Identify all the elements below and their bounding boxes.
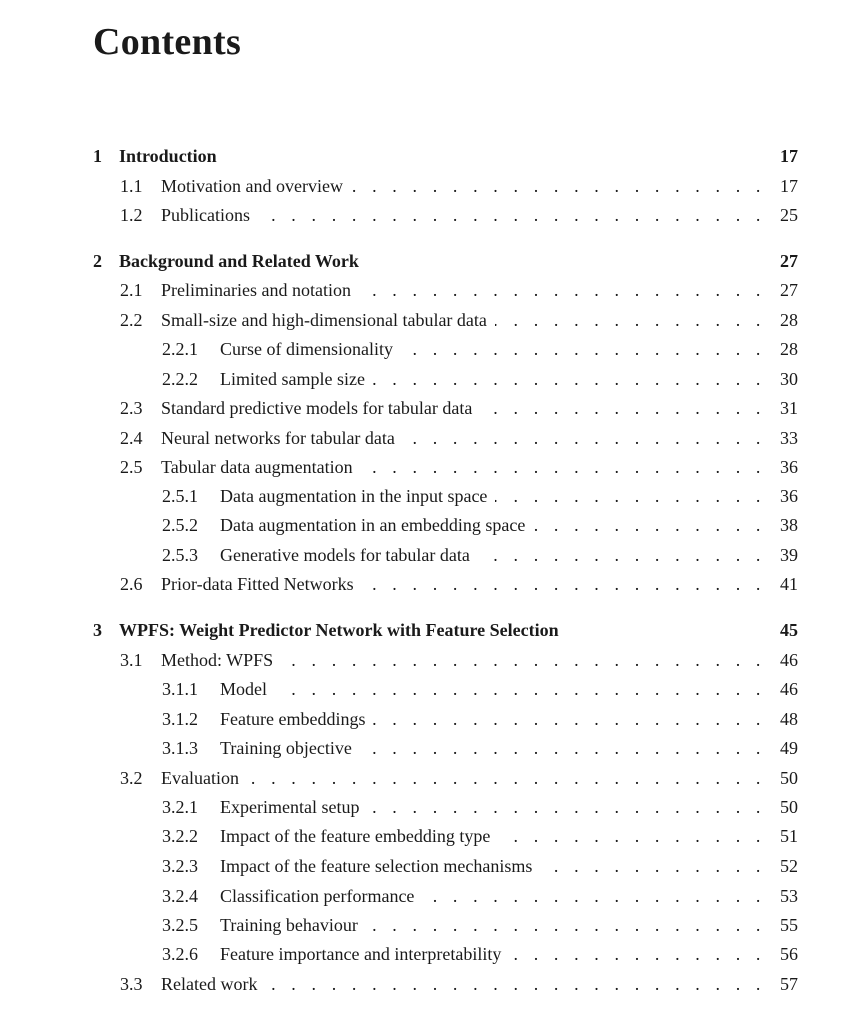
dot-leader	[509, 941, 766, 967]
toc-subsection-entry[interactable]	[162, 336, 798, 362]
toc-chapter-entry[interactable]	[93, 248, 798, 274]
dot-leader	[495, 483, 766, 509]
section-number: 2.6	[120, 574, 143, 594]
subsection-page-number: 53	[780, 886, 798, 906]
dot-leader	[367, 794, 766, 820]
toc-subsection-entry[interactable]	[162, 366, 798, 392]
subsection-number: 3.1.3	[162, 738, 198, 758]
chapter-number: 3	[93, 620, 102, 640]
section-page-number: 46	[780, 650, 798, 670]
section-page-number: 28	[780, 310, 798, 330]
section-title: Prior-data Fitted Networks	[161, 574, 354, 594]
section-number: 3.2	[120, 768, 143, 788]
page-title: Contents	[93, 21, 242, 63]
toc-section-entry[interactable]	[120, 173, 798, 199]
toc-section-entry[interactable]	[120, 765, 798, 791]
dot-leader	[478, 542, 766, 568]
chapter-number: 1	[93, 146, 102, 166]
toc-subsection-entry[interactable]	[162, 735, 798, 761]
subsection-title: Impact of the feature selection mechanisms	[220, 856, 533, 876]
subsection-number: 2.5.1	[162, 486, 198, 506]
section-title: Related work	[161, 974, 258, 994]
dot-leader	[480, 395, 766, 421]
subsection-title: Feature importance and interpretability	[220, 944, 502, 964]
dot-leader	[373, 706, 766, 732]
chapter-title: Background and Related Work	[119, 251, 359, 271]
toc-section-entry[interactable]	[120, 454, 798, 480]
section-title: Motivation and overview	[161, 176, 343, 196]
subsection-title: Model	[220, 679, 267, 699]
dot-leader	[366, 912, 766, 938]
subsection-title: Generative models for tabular data	[220, 545, 470, 565]
subsection-number: 3.2.2	[162, 826, 198, 846]
section-number: 3.3	[120, 974, 143, 994]
toc-subsection-entry[interactable]	[162, 706, 798, 732]
section-page-number: 36	[780, 457, 798, 477]
subsection-page-number: 39	[780, 545, 798, 565]
subsection-number: 2.5.3	[162, 545, 198, 565]
dot-leader	[360, 735, 766, 761]
subsection-page-number: 52	[780, 856, 798, 876]
section-title: Tabular data augmentation	[161, 457, 353, 477]
subsection-page-number: 56	[780, 944, 798, 964]
subsection-number: 2.5.2	[162, 515, 198, 535]
subsection-title: Limited sample size	[220, 369, 365, 389]
section-number: 2.3	[120, 398, 143, 418]
dot-leader	[403, 425, 766, 451]
subsection-number: 3.2.6	[162, 944, 198, 964]
section-title: Evaluation	[161, 768, 239, 788]
section-title: Preliminaries and notation	[161, 280, 351, 300]
dot-leader	[247, 765, 766, 791]
chapter-page-number: 45	[780, 620, 798, 640]
subsection-page-number: 28	[780, 339, 798, 359]
subsection-page-number: 51	[780, 826, 798, 846]
section-page-number: 27	[780, 280, 798, 300]
chapter-title: Introduction	[119, 146, 217, 166]
toc-chapter-entry[interactable]	[93, 617, 798, 643]
subsection-page-number: 49	[780, 738, 798, 758]
subsection-page-number: 30	[780, 369, 798, 389]
toc-section-entry[interactable]	[120, 647, 798, 673]
section-number: 1.1	[120, 176, 143, 196]
section-title: Neural networks for tabular data	[161, 428, 395, 448]
toc-section-entry[interactable]	[120, 425, 798, 451]
dot-leader	[362, 571, 766, 597]
toc-section-entry[interactable]	[120, 277, 798, 303]
dot-leader	[373, 366, 766, 392]
dot-leader	[361, 454, 766, 480]
subsection-number: 3.2.1	[162, 797, 198, 817]
dot-leader	[265, 971, 766, 997]
toc-subsection-entry[interactable]	[162, 794, 798, 820]
dot-leader	[498, 823, 766, 849]
section-title: Standard predictive models for tabular data	[161, 398, 473, 418]
dot-leader	[401, 336, 766, 362]
section-page-number: 25	[780, 205, 798, 225]
section-page-number: 33	[780, 428, 798, 448]
subsection-title: Training objective	[220, 738, 352, 758]
subsection-number: 3.1.1	[162, 679, 198, 699]
chapter-number: 2	[93, 251, 102, 271]
dot-leader	[422, 883, 766, 909]
section-title: Method: WPFS	[161, 650, 274, 670]
section-page-number: 17	[780, 176, 798, 196]
toc-subsection-entry[interactable]	[162, 512, 798, 538]
section-number: 2.2	[120, 310, 143, 330]
section-page-number: 50	[780, 768, 798, 788]
dot-leader	[533, 512, 766, 538]
toc-chapter-entry[interactable]	[93, 143, 798, 169]
toc-subsection-entry[interactable]	[162, 676, 798, 702]
subsection-title: Feature embeddings	[220, 709, 366, 729]
dot-leader	[495, 307, 766, 333]
subsection-title: Data augmentation in an embedding space	[220, 515, 526, 535]
subsection-page-number: 48	[780, 709, 798, 729]
section-title: Small-size and high-dimensional tabular data	[161, 310, 487, 330]
toc-section-entry[interactable]	[120, 571, 798, 597]
subsection-page-number: 50	[780, 797, 798, 817]
section-number: 3.1	[120, 650, 143, 670]
dot-leader	[258, 202, 766, 228]
subsection-number: 3.2.5	[162, 915, 198, 935]
chapter-title: WPFS: Weight Predictor Network with Feature Selection	[119, 620, 559, 640]
toc-subsection-entry[interactable]	[162, 542, 798, 568]
subsection-number: 2.2.2	[162, 369, 198, 389]
section-title: Publications	[161, 205, 250, 225]
subsection-number: 3.2.3	[162, 856, 198, 876]
chapter-page-number: 17	[780, 146, 798, 166]
toc-subsection-entry[interactable]	[162, 483, 798, 509]
toc-subsection-entry[interactable]	[162, 912, 798, 938]
section-page-number: 57	[780, 974, 798, 994]
subsection-title: Impact of the feature embedding type	[220, 826, 491, 846]
subsection-number: 3.2.4	[162, 886, 198, 906]
dot-leader	[281, 647, 766, 673]
toc-subsection-entry[interactable]	[162, 823, 798, 849]
section-number: 1.2	[120, 205, 143, 225]
dot-leader	[359, 277, 766, 303]
subsection-title: Experimental setup	[220, 797, 360, 817]
subsection-title: Data augmentation in the input space	[220, 486, 488, 506]
dot-leader	[540, 853, 766, 879]
section-number: 2.4	[120, 428, 143, 448]
subsection-page-number: 38	[780, 515, 798, 535]
subsection-number: 3.1.2	[162, 709, 198, 729]
subsection-title: Classification performance	[220, 886, 415, 906]
toc-section-entry[interactable]	[120, 307, 798, 333]
section-number: 2.1	[120, 280, 143, 300]
chapter-page-number: 27	[780, 251, 798, 271]
subsection-title: Curse of dimensionality	[220, 339, 393, 359]
toc-section-entry[interactable]	[120, 971, 798, 997]
dot-leader	[275, 676, 766, 702]
section-number: 2.5	[120, 457, 143, 477]
section-page-number: 31	[780, 398, 798, 418]
toc-subsection-entry[interactable]	[162, 883, 798, 909]
subsection-number: 2.2.1	[162, 339, 198, 359]
subsection-title: Training behaviour	[220, 915, 358, 935]
subsection-page-number: 46	[780, 679, 798, 699]
toc-subsection-entry[interactable]	[162, 853, 798, 879]
subsection-page-number: 36	[780, 486, 798, 506]
dot-leader	[351, 173, 766, 199]
toc-subsection-entry[interactable]	[162, 941, 798, 967]
toc-section-entry[interactable]	[120, 395, 798, 421]
toc-section-entry[interactable]	[120, 202, 798, 228]
subsection-page-number: 55	[780, 915, 798, 935]
section-page-number: 41	[780, 574, 798, 594]
